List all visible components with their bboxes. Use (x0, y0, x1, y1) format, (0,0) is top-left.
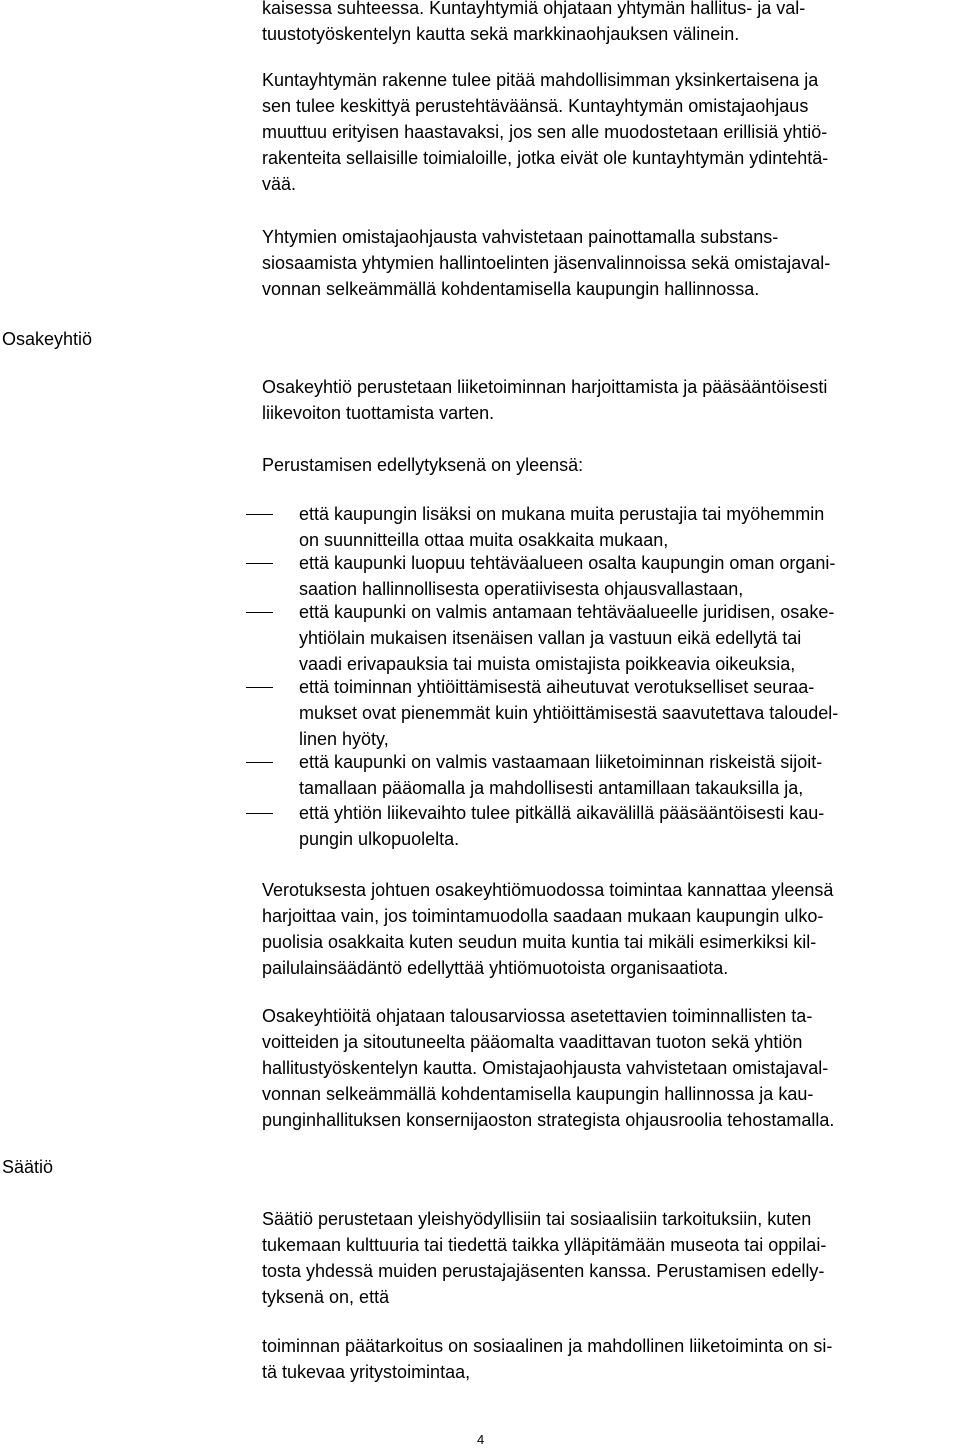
list-item-line: että kaupunki on valmis antamaan tehtäväalueelle juridisen, osake- (299, 602, 835, 622)
list-item-line: että kaupunki on valmis vastaamaan liiketoiminnan riskeistä sijoit- (299, 752, 823, 772)
list-dash (246, 762, 273, 763)
text-line: siosaamista yhtymien hallintoelinten jäsenvalinnoissa sekä omistajaval- (262, 253, 831, 273)
list-item-line: että kaupunki luopuu tehtäväalueen osalta kaupungin oman organi- (299, 553, 836, 573)
list-dash (246, 687, 273, 688)
page-number: 4 (477, 1432, 485, 1447)
list-dash (246, 813, 273, 814)
list-item-line: tamallaan pääomalla ja mahdollisesti antamillaan takauksilla ja, (299, 778, 804, 798)
list-item-line: saation hallinnollisesta operatiivisesta ohjausvallastaan, (299, 579, 744, 599)
list-item-line: yhtiölain mukaisen itsenäisen vallan ja vastuun eikä edellytä tai (299, 628, 802, 648)
text-line: Osakeyhtiöitä ohjataan talousarviossa asetettavien toiminnallisten ta- (262, 1006, 813, 1026)
text-line: sen tulee keskittyä perustehtäväänsä. Kuntayhtymän omistajaohjaus (262, 96, 809, 116)
text-line: harjoittaa vain, jos toimintamuodolla saadaan mukaan kaupungin ulko- (262, 906, 824, 926)
text-line: muuttuu erityisen haastavaksi, jos sen alle muodostetaan erillisiä yhtiö- (262, 122, 828, 142)
list-item-line: että kaupungin lisäksi on mukana muita perustajia tai myöhemmin (299, 504, 825, 524)
text-line: vää. (262, 174, 297, 194)
list-item-line: että yhtiön liikevaihto tulee pitkällä aikavälillä pääsääntöisesti kau- (299, 803, 825, 823)
list-dash (246, 563, 273, 564)
text-line: toiminnan päätarkoitus on sosiaalinen ja mahdollinen liiketoiminta on si- (262, 1336, 833, 1356)
text-line: hallitustyöskentelyn kautta. Omistajaohjausta vahvistetaan omistajaval- (262, 1058, 829, 1078)
text-line: Verotuksesta johtuen osakeyhtiömuodossa toimintaa kannattaa yleensä (262, 880, 834, 900)
text-line: Kuntayhtymän rakenne tulee pitää mahdollisimman yksinkertaisena ja (262, 70, 819, 90)
text-line: tä tukevaa yritystoimintaa, (262, 1362, 471, 1382)
text-line: Perustamisen edellytyksenä on yleensä: (262, 455, 584, 475)
text-line: rakenteita sellaisille toimialoille, jotka eivät ole kuntayhtymän ydintehtä- (262, 148, 829, 168)
text-line: punginhallituksen konsernijaoston strategista ohjausroolia tehostamalla. (262, 1110, 835, 1130)
section-heading-saatio: Säätiö (2, 1157, 54, 1177)
text-line: pailulainsäädäntö edellyttää yhtiömuotoista organisaatiota. (262, 958, 729, 978)
text-line: Osakeyhtiö perustetaan liiketoiminnan harjoittamista ja pääsääntöisesti (262, 377, 828, 397)
list-item-line: on suunnitteilla ottaa muita osakkaita mukaan, (299, 530, 669, 550)
list-dash (246, 612, 273, 613)
list-item-line: linen hyöty, (299, 729, 389, 749)
text-line: liikevoiton tuottamista varten. (262, 403, 495, 423)
list-item-line: mukset ovat pienemmät kuin yhtiöittämisestä saavutettava taloudel- (299, 703, 839, 723)
text-line: tuustotyöskentelyn kautta sekä markkinaohjauksen välinein. (262, 24, 740, 44)
text-line: tosta yhdessä muiden perustajajäsenten kanssa. Perustamisen edelly- (262, 1261, 825, 1281)
text-line: vonnan selkeämmällä kohdentamisella kaupungin hallinnossa ja kau- (262, 1084, 814, 1104)
list-dash (246, 514, 273, 515)
text-line: kaisessa suhteessa. Kuntayhtymiä ohjataan yhtymän hallitus- ja val- (262, 0, 806, 18)
text-line: vonnan selkeämmällä kohdentamisella kaupungin hallinnossa. (262, 279, 760, 299)
text-line: Säätiö perustetaan yleishyödyllisiin tai sosiaalisiin tarkoituksiin, kuten (262, 1209, 812, 1229)
text-line: voitteiden ja sitoutuneelta pääomalta vaadittavan tuoton sekä yhtiön (262, 1032, 803, 1052)
list-item-line: pungin ulkopuolelta. (299, 829, 460, 849)
list-item-line: että toiminnan yhtiöittämisestä aiheutuvat verotukselliset seuraa- (299, 677, 815, 697)
text-line: tukemaan kulttuuria tai tiedettä taikka ylläpitämään museota tai oppilai- (262, 1235, 827, 1255)
list-item-line: vaadi erivapauksia tai muista omistajista poikkeavia oikeuksia, (299, 654, 796, 674)
text-line: Yhtymien omistajaohjausta vahvistetaan painottamalla substans- (262, 227, 779, 247)
section-heading-osakeyhtio: Osakeyhtiö (2, 329, 93, 349)
text-line: tyksenä on, että (262, 1287, 390, 1307)
text-line: puolisia osakkaita kuten seudun muita kuntia tai mikäli esimerkiksi kil- (262, 932, 817, 952)
